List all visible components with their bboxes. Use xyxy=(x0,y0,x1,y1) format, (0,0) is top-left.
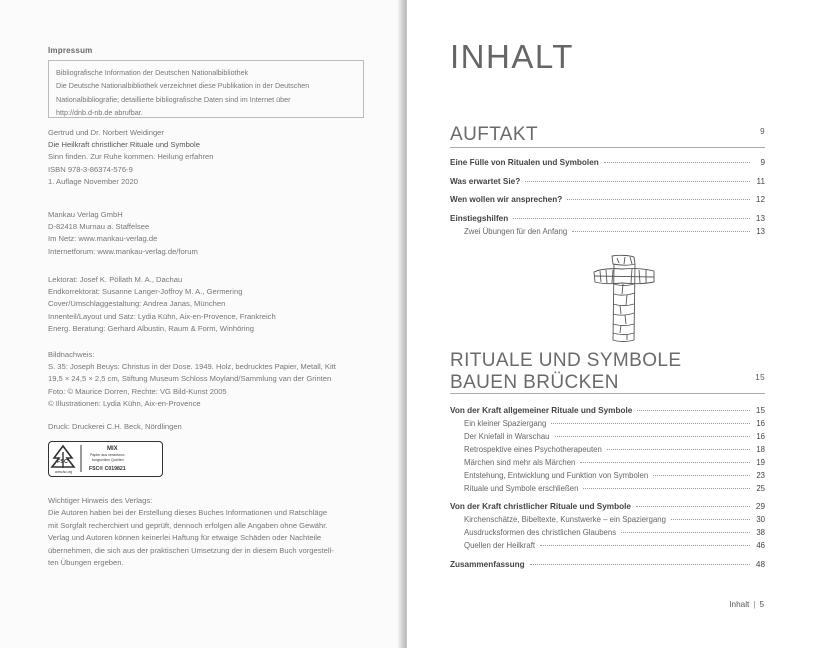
page-footer xyxy=(729,600,764,609)
image-credit-line: Foto: © Maurice Dorren, Rechte: VG Bild-Kunst 2005 xyxy=(48,386,227,396)
toc-label: Der Kniefall in Warschau xyxy=(464,432,550,441)
section-heading-auftakt xyxy=(450,123,765,148)
toc-leader xyxy=(540,545,750,546)
fsc-tree-icon xyxy=(49,442,161,475)
cip-line: Nationalbibliografie; detaillierte bibliografische Daten sind im Internet über xyxy=(56,94,291,104)
toc-page: 25 xyxy=(756,484,765,493)
toc-label: Ausdrucksformen des christlichen Glaubens xyxy=(464,528,617,537)
toc-page: 13 xyxy=(756,227,765,236)
notice-line: Wichtiger Hinweis des Verlags: xyxy=(48,496,153,505)
page-number: 5 xyxy=(759,600,764,609)
toc-leader xyxy=(572,231,750,232)
impressum-heading: Impressum xyxy=(48,46,93,55)
print-info xyxy=(48,421,182,433)
toc-entry[interactable] xyxy=(450,214,765,227)
toc-page: 16 xyxy=(756,419,765,428)
toc-leader xyxy=(637,410,750,411)
toc-subentry[interactable] xyxy=(450,541,765,554)
stone-cross-illustration xyxy=(592,254,656,344)
toc-label: Zusammenfassung xyxy=(450,560,525,569)
publisher-address: D-82418 Murnau a. Staffelsee xyxy=(48,222,150,232)
publisher-name: Mankau Verlag GmbH xyxy=(48,210,123,219)
cip-line: Bibliografische Information der Deutschen Nationalbibliothek xyxy=(56,68,249,77)
toc-page: 19 xyxy=(756,458,765,467)
toc-page: 16 xyxy=(756,432,765,441)
footer-label: Inhalt xyxy=(729,600,750,609)
toc-page: 15 xyxy=(755,406,765,415)
toc-label: Quellen der Heilkraft xyxy=(464,541,536,550)
image-credit-line: © Illustrationen: Lydia Kühn, Aix-en-Provence xyxy=(48,398,201,408)
toc-label: Wen wollen wir ansprechen? xyxy=(450,195,563,204)
toc-page: 13 xyxy=(755,214,765,223)
toc-entry[interactable] xyxy=(450,158,765,171)
toc-leader xyxy=(583,488,750,489)
toc-page: 30 xyxy=(756,515,765,524)
toc-page: 18 xyxy=(756,445,765,454)
toc-page: 29 xyxy=(755,502,765,511)
toc-entry[interactable] xyxy=(450,560,765,573)
notice-line: Verlag und Autoren können keinerlei Haftung für etwaige Schäden oder Nachteile xyxy=(48,533,322,543)
isbn: ISBN 978-3-86374-576-9 xyxy=(48,164,133,174)
toc-subentry[interactable] xyxy=(450,445,765,458)
toc-label: Retrospektive eines Psychotherapeuten xyxy=(464,445,602,454)
cip-line: Die Deutsche Nationalbibliothek verzeichnet diese Publikation in der Deutschen xyxy=(56,81,310,91)
toc-label: Rituale und Symbole erschließen xyxy=(464,484,579,493)
toc-leader xyxy=(671,519,750,520)
toc-leader xyxy=(513,218,750,219)
toc-subentry[interactable] xyxy=(450,528,765,541)
fsc-brand: FSC xyxy=(57,459,68,465)
toc-label: Was erwartet Sie? xyxy=(450,177,521,186)
toc-leader xyxy=(580,462,750,463)
toc-label: Märchen sind mehr als Märchen xyxy=(464,458,576,467)
book-title: Die Heilkraft christlicher Rituale und Symbole xyxy=(48,140,200,150)
toc-leader xyxy=(555,436,750,437)
toc-subentry[interactable] xyxy=(450,471,765,484)
section-title-line2: BAUEN BRÜCKEN xyxy=(450,372,619,393)
toc-entry[interactable] xyxy=(450,502,765,515)
toc-leader xyxy=(604,162,750,163)
publisher-web: Im Netz: www.mankau-verlag.de xyxy=(48,234,158,244)
contents-title: INHALT xyxy=(450,38,574,75)
right-page-contents xyxy=(407,0,814,648)
credit-line: Innenteil/Layout und Satz: Lydia Kühn, Aix-en-Provence, Frankreich xyxy=(48,311,276,321)
book-info xyxy=(48,127,213,188)
toc-subentry[interactable] xyxy=(450,515,765,528)
toc-page: 9 xyxy=(760,158,765,167)
toc-page: 12 xyxy=(755,195,765,204)
credit-line: Cover/Umschlaggestaltung: Andrea Janas, München xyxy=(48,299,226,309)
fsc-mix: MIX xyxy=(107,446,118,452)
printer: Druck: Druckerei C.H. Beck, Nördlingen xyxy=(48,422,182,431)
toc-page: 38 xyxy=(756,528,765,537)
toc-label: Entstehung, Entwicklung und Funktion von Symbolen xyxy=(464,471,649,480)
toc-label: Zwei Übungen für den Anfang xyxy=(464,227,568,236)
toc-label: Einstiegshilfen xyxy=(450,214,509,223)
toc-leader xyxy=(567,199,750,200)
toc-page: 23 xyxy=(756,471,765,480)
toc-subentry[interactable] xyxy=(450,484,765,497)
toc-page: 11 xyxy=(756,177,765,186)
toc-entry[interactable] xyxy=(450,177,765,190)
toc-leader xyxy=(607,449,750,450)
toc-page: 46 xyxy=(756,541,765,550)
section-title-line1: RITUALE UND SYMBOLE xyxy=(450,350,682,371)
image-credit-line: S. 35: Joseph Beuys: Christus in der Dose. 1949. Holz, bedrucktes Papier, Metall, Kitt xyxy=(48,362,336,372)
footer-divider: | xyxy=(753,600,756,609)
toc-leader xyxy=(653,475,750,476)
fsc-site: www.fsc.org xyxy=(55,470,73,474)
toc-label: Von der Kraft allgemeiner Rituale und Symbole xyxy=(450,406,633,415)
left-page-impressum xyxy=(0,0,404,648)
toc-page: 48 xyxy=(755,560,765,569)
cip-line: http://dnb.d-nb.de abrufbar. xyxy=(56,108,143,118)
section-title: AUFTAKT xyxy=(450,124,538,145)
toc-subentry[interactable] xyxy=(450,432,765,445)
toc-entry[interactable] xyxy=(450,195,765,208)
fsc-text1: Papier aus verantwor- xyxy=(90,453,126,457)
toc-label: Von der Kraft christlicher Rituale und Symbole xyxy=(450,502,631,511)
toc-leader xyxy=(621,532,750,533)
fsc-text2: tungsvollen Quellen xyxy=(92,458,124,462)
toc-label: Eine Fülle von Ritualen und Symbolen xyxy=(450,158,599,167)
edition: 1. Auflage November 2020 xyxy=(48,176,138,186)
section-page: 9 xyxy=(760,127,765,136)
publisher-info xyxy=(48,209,198,258)
image-credit-line: 19,5 × 24,5 × 2,5 cm, Stiftung Museum Schloss Moyland/Sammlung van der Grinten xyxy=(48,374,332,384)
credit-line: Energ. Beratung: Gerhard Albustin, Raum & Form, Winhöring xyxy=(48,323,254,333)
image-credits xyxy=(48,349,362,410)
notice-line: übernehmen, die sich aus der praktischen Umsetzung der in diesem Buch vorgestell- xyxy=(48,545,334,555)
notice-line: mit Sorgfalt recherchiert und geprüft, dennoch erfolgen alle Angaben ohne Gewähr. xyxy=(48,520,328,530)
toc-subentry[interactable] xyxy=(450,227,765,240)
notice-line: ten Übungen ergeben. xyxy=(48,558,124,568)
toc-label: Kirchenschätze, Bibeltexte, Kunstwerke – ein Spaziergang xyxy=(464,515,666,524)
toc-entry[interactable] xyxy=(450,406,765,419)
toc-leader xyxy=(525,181,750,182)
credits xyxy=(48,274,276,335)
credit-line: Lektorat: Josef K. Pöllath M. A., Dachau xyxy=(48,275,183,284)
toc-leader xyxy=(530,564,750,565)
toc-leader xyxy=(636,506,750,507)
toc-leader xyxy=(551,423,750,424)
fsc-logo xyxy=(48,441,163,477)
cip-info-box xyxy=(48,60,364,118)
section-heading-rituale xyxy=(450,350,765,394)
book-subtitle: Sinn finden. Zur Ruhe kommen. Heilung erfahren xyxy=(48,152,214,162)
toc-subentry[interactable] xyxy=(450,458,765,471)
publisher-notice xyxy=(48,495,334,569)
fsc-code: FSC® C019821 xyxy=(89,466,126,472)
credit-line: Endkorrektorat: Susanne Langer-Joffroy M. A., Germering xyxy=(48,287,243,297)
section-page: 15 xyxy=(755,373,765,382)
toc-label: Ein kleiner Spaziergang xyxy=(464,419,547,428)
image-credit-line: Bildnachweis: xyxy=(48,350,95,359)
publisher-forum: Internetforum: www.mankau-verlag.de/forum xyxy=(48,246,198,256)
notice-line: Die Autoren haben bei der Erstellung dieses Buches Informationen und Ratschläge xyxy=(48,508,328,518)
toc-subentry[interactable] xyxy=(450,419,765,432)
authors: Gertrud und Dr. Norbert Weidinger xyxy=(48,128,164,137)
